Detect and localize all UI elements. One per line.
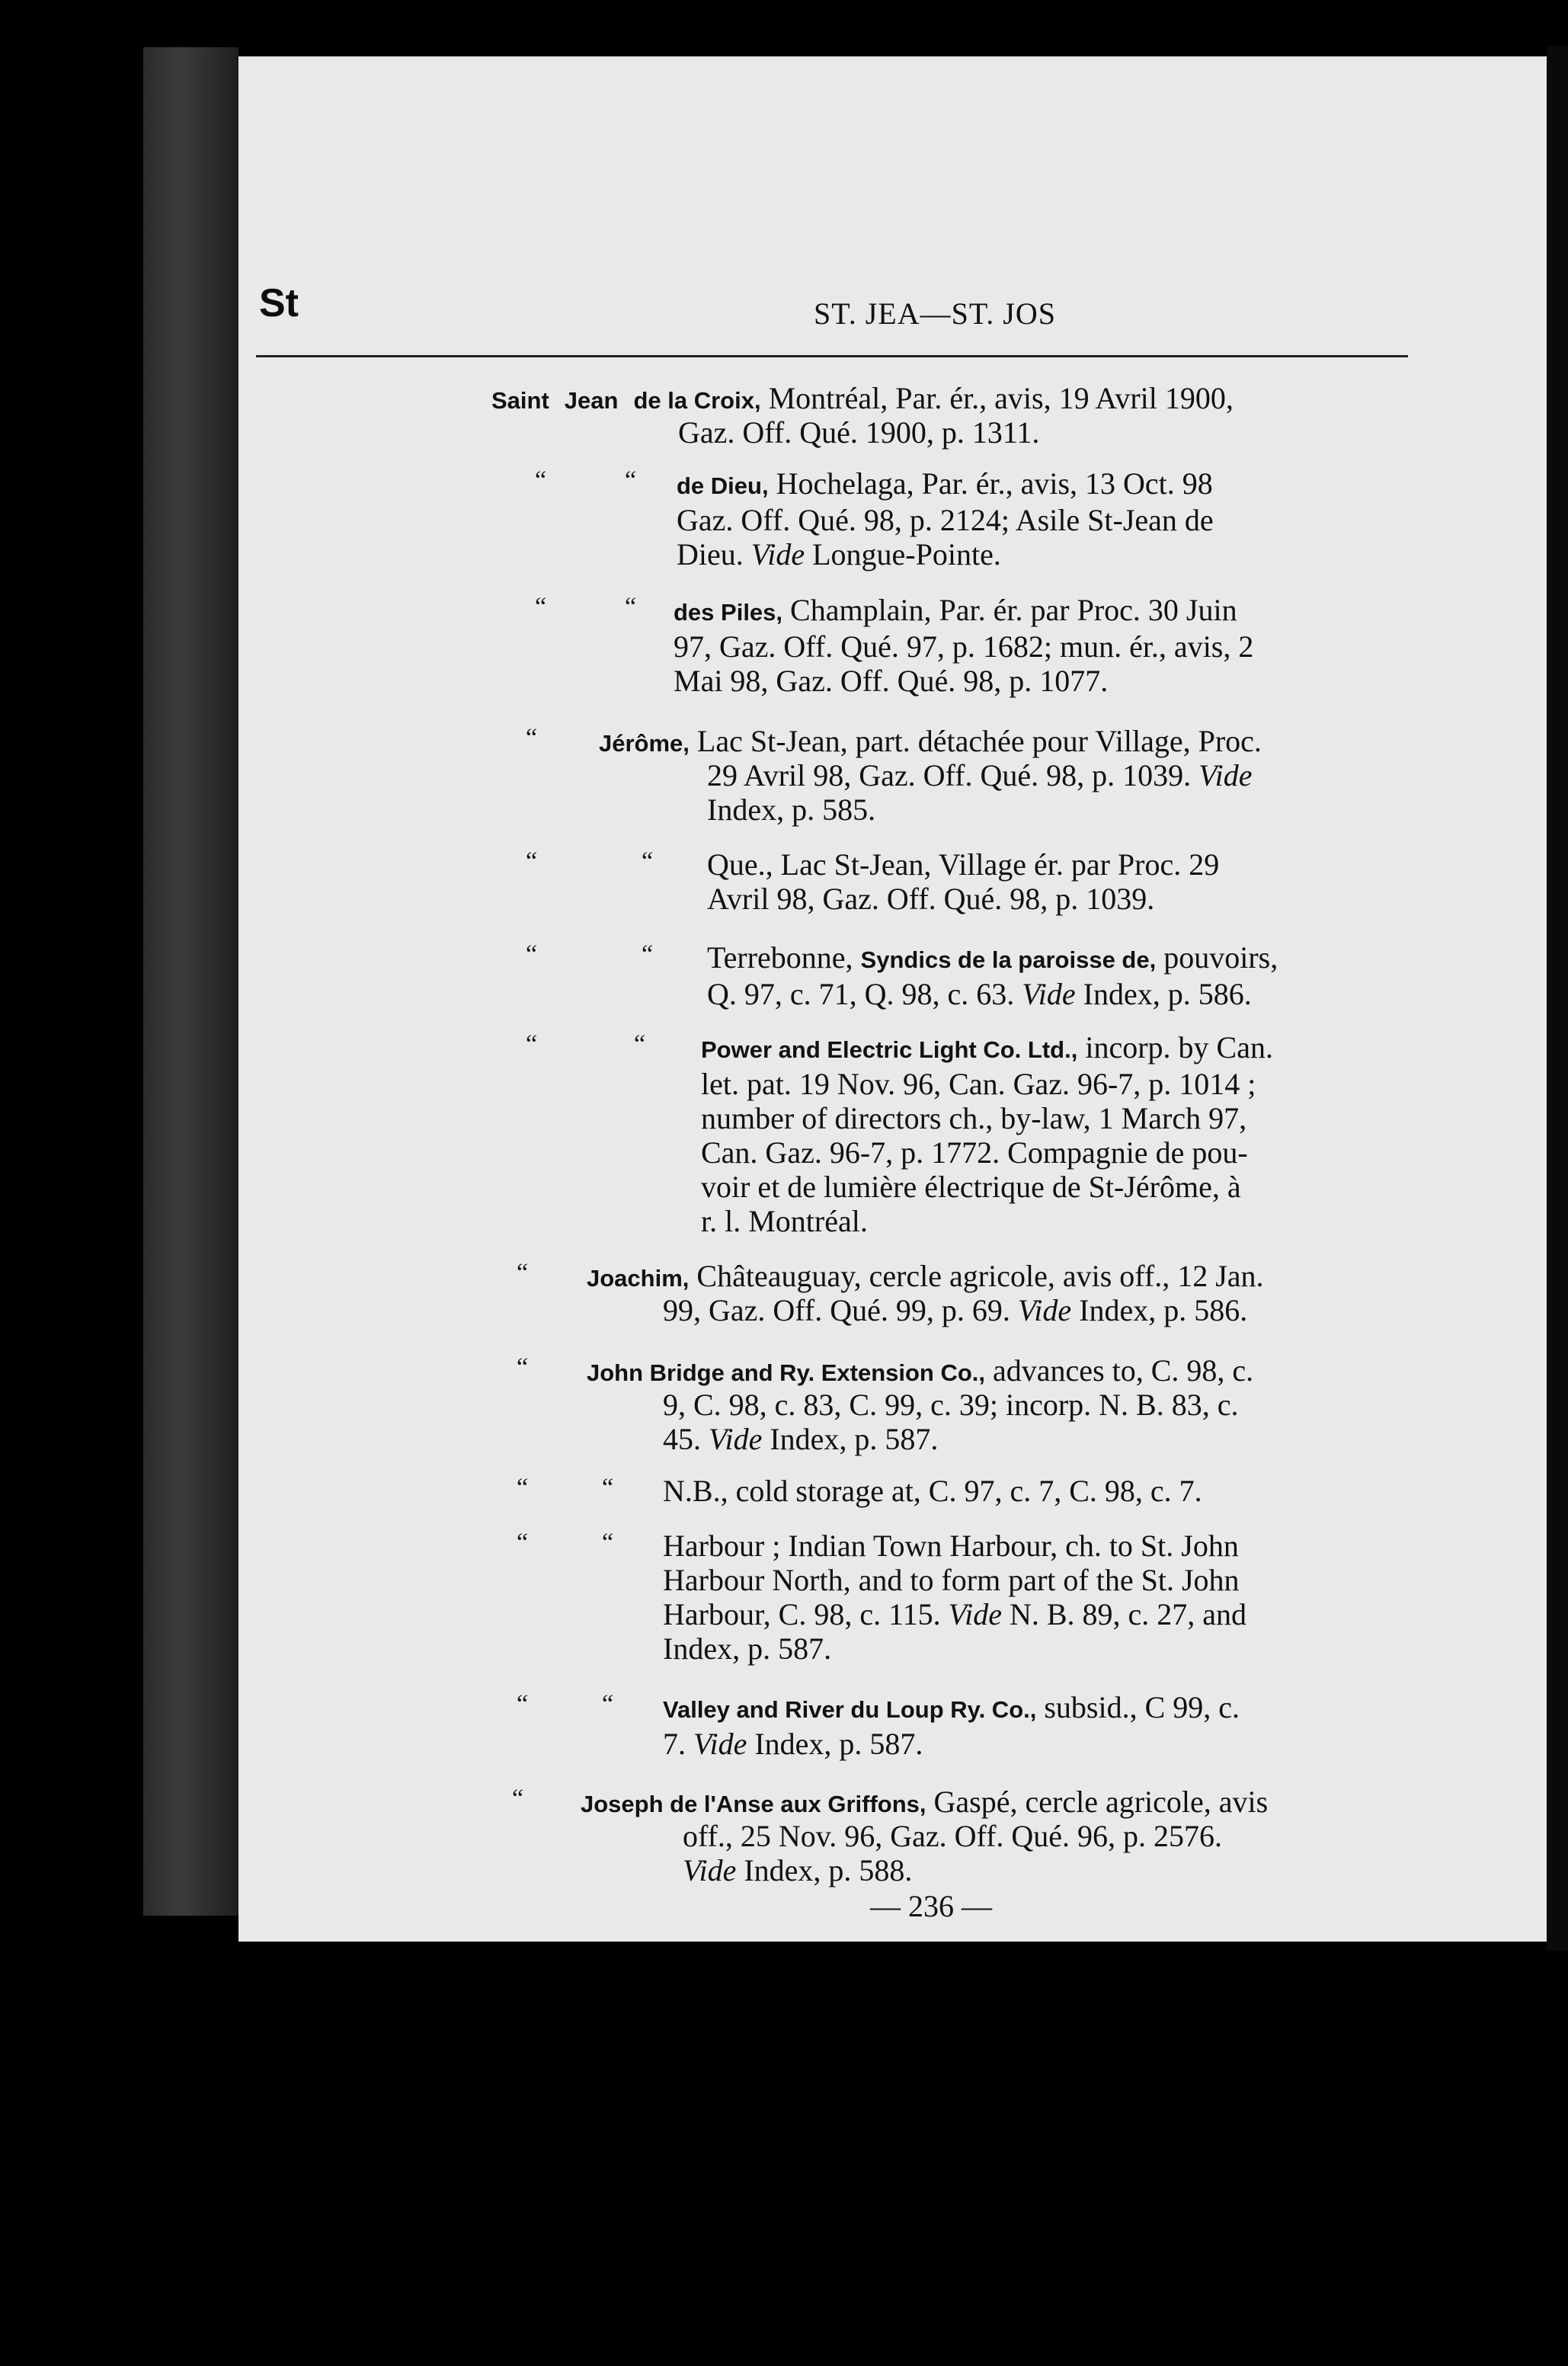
entry-jean-des-piles xyxy=(674,593,1253,698)
entry-line: Index, p. 585. xyxy=(707,792,876,827)
ditto-mark: “ xyxy=(642,940,654,968)
vide-ref: Vide xyxy=(693,1727,747,1761)
scan-edge xyxy=(1547,46,1568,1951)
entry-heading: de Dieu, xyxy=(677,472,769,499)
vide-ref: Vide xyxy=(948,1597,1002,1631)
entry-line xyxy=(663,1690,1240,1727)
ditto-mark: “ xyxy=(535,466,547,495)
ditto-mark: “ xyxy=(625,466,637,495)
entry-heading: Syndics de la paroisse de, xyxy=(860,946,1157,973)
vide-ref: Vide xyxy=(709,1422,763,1456)
entry-line xyxy=(674,593,1253,629)
ditto-mark: “ xyxy=(634,1030,646,1058)
entry-line xyxy=(587,1353,1253,1390)
vide-ref: Vide xyxy=(1022,977,1076,1011)
entry-john-cold-storage xyxy=(663,1474,1202,1508)
ditto-mark: “ xyxy=(642,847,654,876)
entry-joachim xyxy=(587,1259,1264,1295)
entry-jerome xyxy=(599,724,1262,760)
ditto-mark: “ xyxy=(517,1474,529,1502)
entry-text: subsid., C 99, c. xyxy=(1044,1690,1240,1724)
entry-heading: John Bridge and Ry. Extension Co., xyxy=(587,1359,986,1386)
ditto-mark: “ xyxy=(602,1474,614,1502)
entry-line xyxy=(677,537,1214,571)
entry-jerome-terrebonne xyxy=(707,940,1278,1011)
entry-text: pouvoirs, xyxy=(1163,940,1278,975)
entry-text: Châteauguay, cercle agricole, avis off., 12 Jan. xyxy=(696,1259,1264,1293)
ditto-mark: “ xyxy=(526,724,538,752)
ditto-mark: “ xyxy=(517,1690,529,1718)
entry-joachim-cont xyxy=(663,1293,1247,1327)
entry-line: let. pat. 19 Nov. 96, Can. Gaz. 96-7, p. 1014 ; xyxy=(701,1067,1256,1101)
entry-joseph-anse-griffons-cont xyxy=(683,1819,1222,1887)
ditto-mark: “ xyxy=(512,1785,524,1813)
page-number: — 236 — xyxy=(870,1889,992,1923)
ditto-mark: “ xyxy=(625,593,637,621)
entry-line: N.B., cold storage at, C. 97, c. 7, C. 98, c. 7. xyxy=(663,1474,1202,1508)
entry-text: Hochelaga, Par. ér., avis, 13 Oct. 98 xyxy=(776,466,1213,501)
book-spine xyxy=(143,47,238,1916)
entry-text: N. B. 89, c. 27, and xyxy=(1009,1597,1247,1631)
entry-line xyxy=(663,1293,1247,1327)
entry-line: off., 25 Nov. 96, Gaz. Off. Qué. 96, p. 2576. xyxy=(683,1819,1223,1853)
entry-line xyxy=(581,1785,1268,1821)
entry-text: Champlain, Par. ér. par Proc. 30 Juin xyxy=(790,593,1237,627)
entry-heading: des Piles, xyxy=(674,599,783,626)
entry-line xyxy=(701,1030,1273,1067)
entry-heading: Jérôme, xyxy=(599,730,690,757)
entry-text: Longue-Pointe. xyxy=(812,537,1001,571)
entry-text: Q. 97, c. 71, Q. 98, c. 63. xyxy=(707,977,1015,1011)
entry-line xyxy=(707,977,1278,1011)
entry-line xyxy=(707,758,1252,792)
entry-jean-de-dieu xyxy=(677,466,1214,571)
entry-jerome-power-electric xyxy=(701,1030,1273,1238)
entry-john-bridge xyxy=(587,1353,1253,1390)
ditto-mark: “ xyxy=(526,847,538,876)
entry-line: Gaz. Off. Qué. 1900, p. 1311. xyxy=(678,415,1040,450)
entry-line: 97, Gaz. Off. Qué. 97, p. 1682; mun. ér., avis, 2 xyxy=(674,629,1254,664)
entry-line: Gaz. Off. Qué. 98, p. 2124; Asile St-Jean de xyxy=(677,503,1214,537)
entry-text: Index, p. 586. xyxy=(1079,1293,1248,1327)
section-tag: St xyxy=(259,281,299,325)
entry-line xyxy=(587,1259,1264,1295)
entry-text: 45. xyxy=(663,1422,701,1456)
entry-text: 99, Gaz. Off. Qué. 99, p. 69. xyxy=(663,1293,1010,1327)
entry-text: Index, p. 587. xyxy=(770,1422,939,1456)
entry-john-bridge-cont xyxy=(663,1388,1239,1456)
entry-line: r. l. Montréal. xyxy=(701,1204,868,1238)
entry-text: Harbour, C. 98, c. 115. xyxy=(663,1597,941,1631)
ditto-mark: “ xyxy=(602,1690,614,1718)
entry-line xyxy=(683,1853,1222,1887)
ditto-mark: “ xyxy=(517,1259,529,1287)
entry-text: Index, p. 586. xyxy=(1083,977,1252,1011)
entry-line: Index, p. 587. xyxy=(663,1631,832,1666)
ditto-mark: “ xyxy=(526,1030,538,1058)
entry-text: Montréal, Par. ér., avis, 19 Avril 1900, xyxy=(768,381,1234,415)
entry-heading: de la Croix, xyxy=(633,387,761,414)
ditto-mark: “ xyxy=(517,1529,529,1557)
entry-heading: Joseph de l'Anse aux Griffons, xyxy=(581,1791,926,1817)
entry-text: Gaspé, cercle agricole, avis xyxy=(933,1785,1269,1819)
entry-text: Terrebonne, xyxy=(707,940,853,975)
ditto-mark: “ xyxy=(526,940,538,968)
entry-line: Mai 98, Gaz. Off. Qué. 98, p. 1077. xyxy=(674,664,1109,698)
ditto-mark: “ xyxy=(602,1529,614,1557)
entry-line xyxy=(663,1727,1240,1761)
entry-line xyxy=(491,381,1234,418)
entry-jean-de-la-croix-cont xyxy=(678,415,1039,450)
entry-heading: Joachim, xyxy=(587,1265,690,1292)
entry-line xyxy=(663,1422,1239,1456)
entry-heading: Power and Electric Light Co. Ltd., xyxy=(701,1036,1078,1063)
entry-john-valley-river xyxy=(663,1690,1240,1761)
vide-ref: Vide xyxy=(683,1853,737,1887)
entry-line: Que., Lac St-Jean, Village ér. par Proc. 29 xyxy=(707,847,1220,882)
entry-line: number of directors ch., by-law, 1 March 97, xyxy=(701,1101,1247,1135)
entry-line xyxy=(677,466,1214,503)
entry-line: Harbour ; Indian Town Harbour, ch. to St. John xyxy=(663,1529,1239,1563)
entry-line xyxy=(599,724,1262,760)
vide-ref: Vide xyxy=(750,537,805,571)
entry-line xyxy=(707,940,1278,977)
header-rule xyxy=(256,355,1408,357)
vide-ref: Vide xyxy=(1017,1293,1072,1327)
entry-line: 9, C. 98, c. 83, C. 99, c. 39; incorp. N. B. 83, c. xyxy=(663,1388,1239,1422)
entry-text: 7. xyxy=(663,1727,686,1761)
entry-joseph-anse-griffons xyxy=(581,1785,1268,1821)
entry-line: Avril 98, Gaz. Off. Qué. 98, p. 1039. xyxy=(707,882,1155,916)
entry-line: voir et de lumière électrique de St-Jérôme, à xyxy=(701,1170,1241,1204)
entry-jean-de-la-croix xyxy=(491,381,1234,418)
entry-jerome-cont xyxy=(707,758,1252,827)
entry-text: incorp. by Can. xyxy=(1085,1030,1273,1065)
entry-line xyxy=(663,1597,1246,1631)
entry-jerome-que xyxy=(707,847,1219,916)
entry-text: Index, p. 588. xyxy=(744,1853,913,1887)
entry-text: Lac St-Jean, part. détachée pour Village, Proc. xyxy=(696,724,1262,758)
entry-text: advances to, C. 98, c. xyxy=(993,1353,1254,1388)
entry-name: Jean xyxy=(564,387,619,414)
entry-text: 29 Avril 98, Gaz. Off. Qué. 98, p. 1039. xyxy=(707,758,1192,792)
entry-text: Index, p. 587. xyxy=(754,1727,923,1761)
entry-line: Harbour North, and to form part of the St. John xyxy=(663,1563,1240,1597)
entry-text: Dieu. xyxy=(677,537,744,571)
running-title: ST. JEA—ST. JOS xyxy=(814,296,1057,331)
ditto-mark: “ xyxy=(535,593,547,621)
entry-john-harbour xyxy=(663,1529,1246,1666)
entry-prefix: Saint xyxy=(491,387,549,414)
vide-ref: Vide xyxy=(1198,758,1253,792)
entry-heading: Valley and River du Loup Ry. Co., xyxy=(663,1696,1037,1723)
ditto-mark: “ xyxy=(517,1353,529,1382)
entry-line: Can. Gaz. 96-7, p. 1772. Compagnie de pou- xyxy=(701,1135,1248,1170)
